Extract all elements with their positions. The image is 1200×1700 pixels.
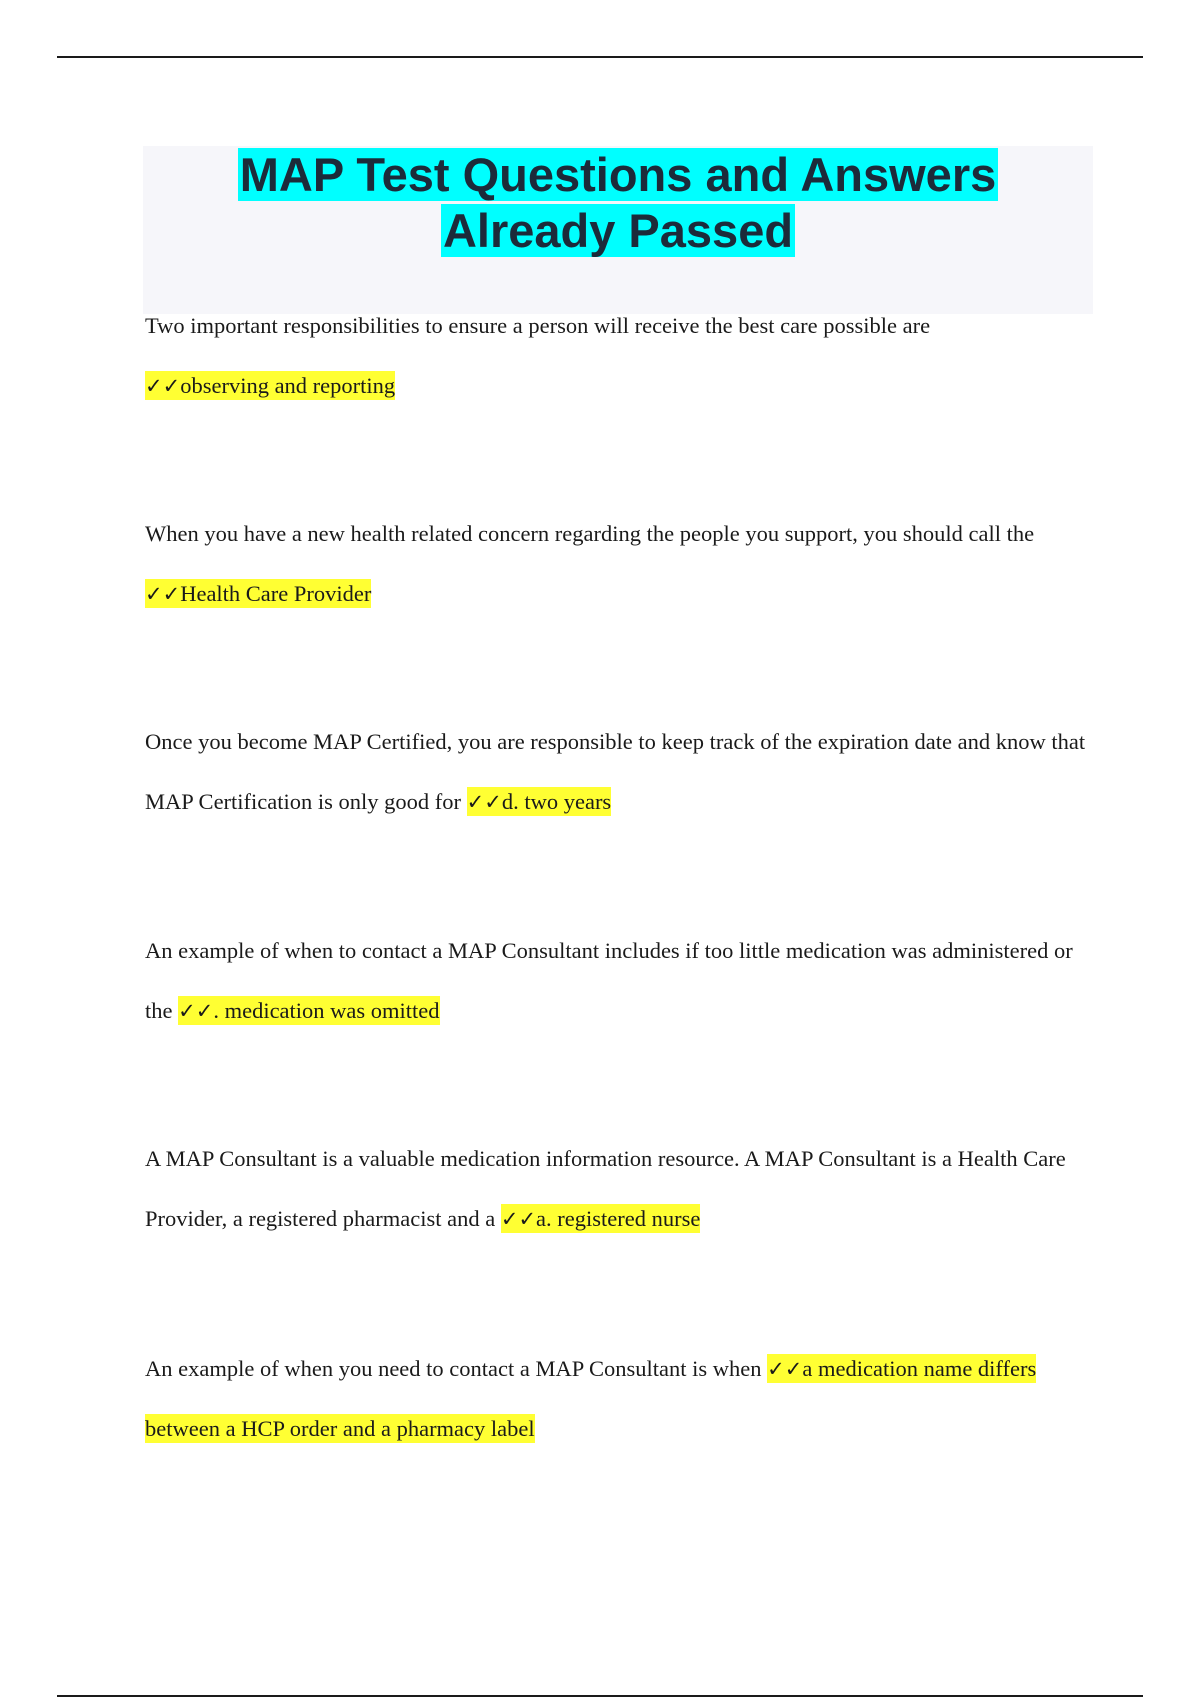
check-mark-icon: ✓✓ <box>767 1357 803 1381</box>
check-mark-icon: ✓✓ <box>466 790 502 814</box>
check-mark-icon: ✓✓ <box>145 374 181 398</box>
title-line-1: MAP Test Questions and Answers <box>239 148 997 201</box>
qa-item <box>145 504 1095 624</box>
question-text: Two important responsibilities to ensure a person will receive the best care possible are <box>145 313 931 338</box>
top-rule <box>57 56 1143 58</box>
question-text: An example of when to contact a MAP Consultant includes if too little medication was administered or the <box>145 938 1073 1023</box>
answer-highlight <box>145 371 395 400</box>
check-mark-icon: ✓✓ <box>178 999 214 1023</box>
answer-text: . medication was omitted <box>213 998 440 1023</box>
answer-highlight <box>145 579 371 608</box>
check-mark-icon: ✓✓ <box>145 582 181 606</box>
question-text: Once you become MAP Certified, you are responsible to keep track of the expiration date and know that MAP Certification is only good for <box>145 729 1086 814</box>
answer-highlight <box>178 996 439 1025</box>
question-text: An example of when you need to contact a MAP Consultant is when <box>145 1356 762 1381</box>
qa-item <box>145 1129 1095 1249</box>
qa-item <box>145 1339 1095 1459</box>
answer-text: a. registered nurse <box>536 1206 701 1231</box>
document-title <box>143 146 1093 259</box>
answer-text: observing and reporting <box>180 373 396 398</box>
bottom-rule <box>57 1695 1143 1697</box>
qa-item <box>145 296 1095 416</box>
answer-text: a medication name differs between a HCP order and a pharmacy label <box>145 1356 1037 1441</box>
answer-highlight <box>501 1204 701 1233</box>
title-box <box>143 146 1093 314</box>
question-text: A MAP Consultant is a valuable medication information resource. A MAP Consultant is a Health Care Provider, a registered pharmacist and a <box>145 1146 1066 1231</box>
answer-text: Health Care Provider <box>180 581 372 606</box>
answer-text: d. two years <box>501 789 612 814</box>
answer-highlight <box>467 787 612 816</box>
qa-item <box>145 921 1095 1041</box>
qa-item <box>145 712 1095 832</box>
check-mark-icon: ✓✓ <box>500 1207 537 1231</box>
question-text: When you have a new health related concern regarding the people you support, you should call the <box>145 521 1035 546</box>
title-line-2: Already Passed <box>442 204 794 257</box>
